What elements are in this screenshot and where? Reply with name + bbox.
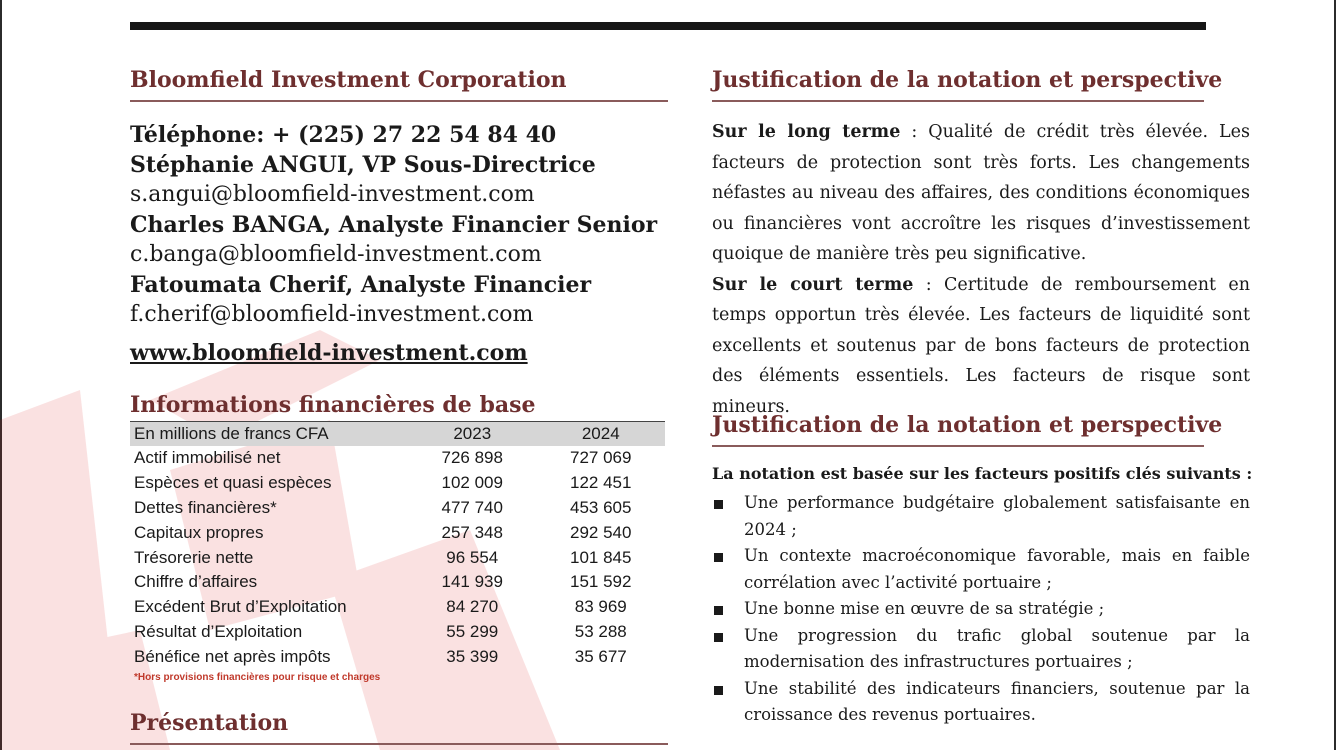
table-footnote: *Hors provisions financières pour risque et charges: [134, 672, 381, 683]
column-header-label: En millions de francs CFA: [130, 422, 408, 447]
row-label: Chiffre d’affaires: [134, 572, 258, 592]
value-2024: 53 288: [574, 621, 627, 641]
value-2024: 292 540: [570, 522, 632, 542]
factors-intro: La notation est basée sur les facteurs positifs clés suivants :: [712, 464, 1253, 483]
phone-number: Téléphone: + (225) 27 22 54 84 40: [130, 122, 557, 148]
table-row: [130, 496, 665, 521]
square-bullet-icon: [714, 606, 723, 615]
short-term-label: Sur le court terme: [712, 274, 914, 295]
list-item-text: Un contexte macroéconomique favorable, mais en faible corrélation avec l’activité portuaire ;: [744, 546, 1250, 592]
table-row: [130, 644, 665, 669]
value-2024: 122 451: [570, 473, 632, 493]
row-label: Dettes financières*: [134, 497, 277, 517]
table-row: [130, 595, 665, 620]
row-label: Capitaux propres: [134, 522, 264, 542]
header-rule: [130, 22, 1206, 30]
table-row: [130, 620, 665, 645]
value-2023: 141 939: [441, 572, 503, 592]
rating-explanation: [712, 117, 1250, 422]
table-row: [130, 520, 665, 545]
contact-email-1[interactable]: s.angui@bloomfield-investment.com: [130, 182, 535, 207]
contact-email-3[interactable]: f.cherif@bloomfield-investment.com: [130, 302, 534, 327]
list-item: [712, 676, 1250, 729]
list-item: [712, 490, 1250, 543]
square-bullet-icon: [714, 686, 723, 695]
company-title-rule: [130, 100, 668, 102]
square-bullet-icon: [714, 553, 723, 562]
financials-table: [130, 421, 665, 669]
website-link[interactable]: www.bloomfield-investment.com: [130, 340, 528, 366]
value-2023: 35 399: [446, 646, 499, 666]
contact-name-2: Charles BANGA, Analyste Financier Senior: [130, 212, 658, 238]
presentation-title: Présentation: [130, 710, 289, 736]
long-term-paragraph: [712, 117, 1250, 270]
row-label: Excédent Brut d’Exploitation: [134, 597, 347, 617]
contact-block: [130, 120, 670, 330]
row-label: Bénéfice net après impôts: [134, 646, 331, 666]
row-label: Actif immobilisé net: [134, 448, 281, 468]
value-2023: 477 740: [441, 497, 503, 517]
value-2024: 151 592: [570, 572, 632, 592]
value-2024: 453 605: [570, 497, 632, 517]
list-item-text: Une bonne mise en œuvre de sa stratégie ;: [744, 599, 1105, 618]
short-term-paragraph: [712, 270, 1250, 423]
row-label: Espèces et quasi espèces: [134, 473, 332, 493]
justification-title-2: Justification de la notation et perspective: [712, 412, 1223, 438]
square-bullet-icon: [714, 500, 723, 509]
value-2023: 102 009: [441, 473, 503, 493]
column-header-2023: 2023: [408, 422, 537, 447]
list-item: [712, 623, 1250, 676]
financials-title: Informations financières de base: [130, 392, 536, 418]
justification-title-rule-2: [712, 445, 1204, 447]
table-row: [130, 570, 665, 595]
row-label: Trésorerie nette: [134, 547, 254, 567]
value-2023: 84 270: [446, 597, 499, 617]
positive-factors-list: [712, 490, 1250, 729]
table-row: [130, 446, 665, 471]
presentation-title-rule: [130, 743, 668, 745]
list-item-text: Une progression du trafic global soutenue par la modernisation des infrastructures portuaires ;: [744, 625, 1250, 671]
value-2023: 726 898: [441, 448, 503, 468]
list-item: [712, 596, 1250, 623]
column-header-2024: 2024: [537, 422, 666, 447]
value-2024: 101 845: [570, 547, 632, 567]
value-2024: 83 969: [574, 597, 627, 617]
value-2024: 35 677: [574, 646, 627, 666]
table-header-row: [130, 422, 665, 447]
value-2023: 257 348: [441, 522, 503, 542]
short-term-text: : Certitude de remboursement en temps opportun très élevée. Les facteurs de liquidité sont excellents et soutenus par de bons facteurs de protection des éléments essentiels. Les facteurs de risque sont mineurs.: [712, 274, 1250, 417]
justification-title-rule-1: [712, 100, 1204, 102]
contact-name-1: Stéphanie ANGUI, VP Sous-Directrice: [130, 152, 596, 178]
list-item-text: Une stabilité des indicateurs financiers, soutenue par la croissance des revenus portuaires.: [744, 678, 1250, 724]
list-item: [712, 543, 1250, 596]
long-term-label: Sur le long terme: [712, 122, 901, 142]
row-label: Résultat d’Exploitation: [134, 621, 303, 641]
contact-email-2[interactable]: c.banga@bloomfield-investment.com: [130, 242, 542, 267]
value-2024: 727 069: [570, 448, 632, 468]
contact-name-3: Fatoumata Cherif, Analyste Financier: [130, 272, 592, 298]
value-2023: 55 299: [446, 621, 499, 641]
square-bullet-icon: [714, 633, 723, 642]
value-2023: 96 554: [446, 547, 499, 567]
table-row: [130, 545, 665, 570]
long-term-text: : Qualité de crédit très élevée. Les facteurs de protection sont très forts. Les changements néfastes au niveau des affaires, des conditions économiques ou financières vont accroître les risques d’investissement quoique de manière très peu significative.: [712, 122, 1250, 264]
company-title: Bloomfield Investment Corporation: [130, 67, 567, 93]
table-row: [130, 471, 665, 496]
list-item-text: Une performance budgétaire globalement satisfaisante en 2024 ;: [744, 493, 1250, 539]
justification-title-1: Justification de la notation et perspective: [712, 67, 1223, 93]
